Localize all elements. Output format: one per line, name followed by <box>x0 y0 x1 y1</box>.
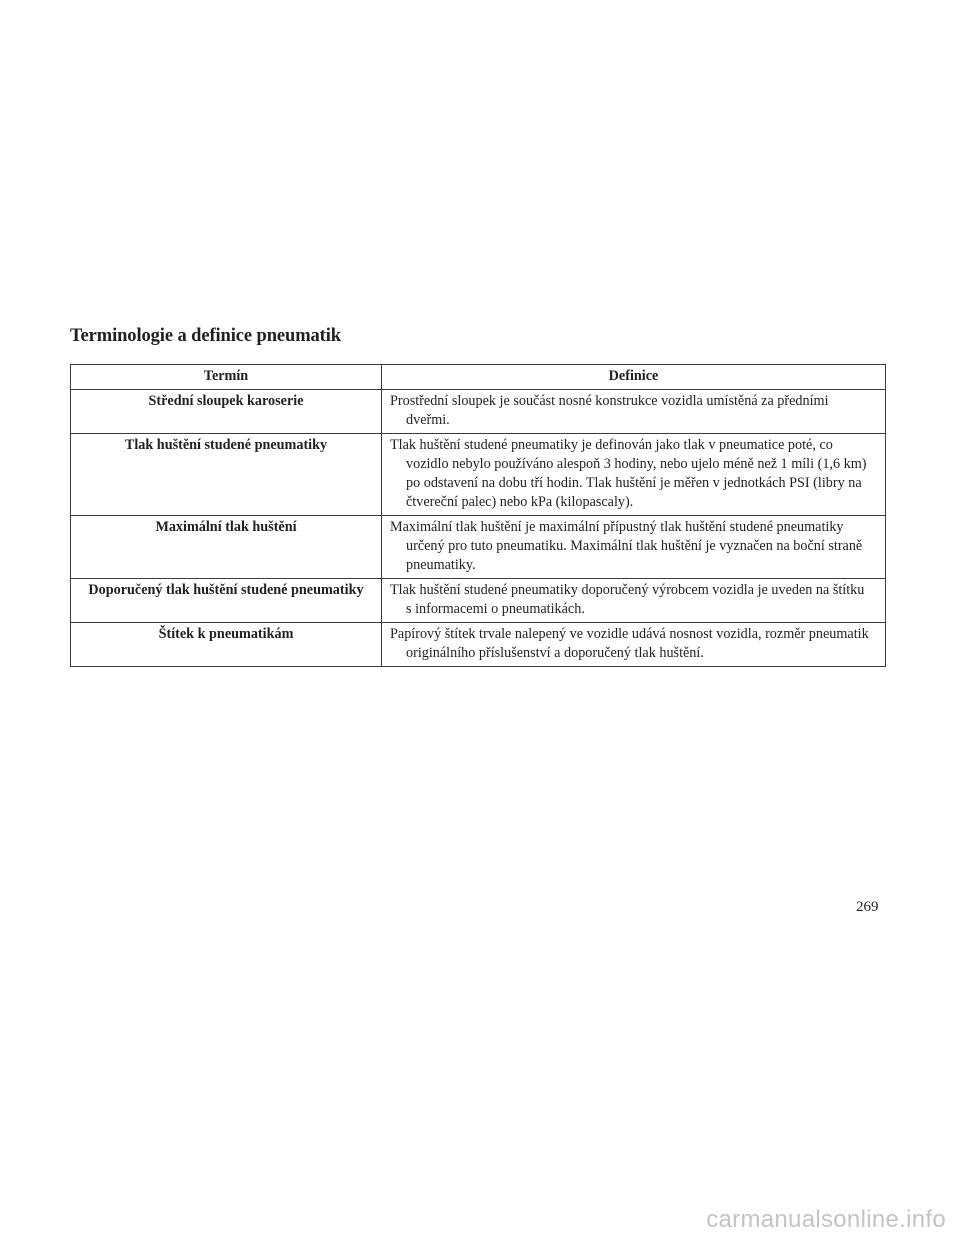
definition-text: Tlak huštění studené pneumatiky doporučený výrobcem vozidla je uveden na štítku s informacemi o pneumatikách. <box>390 582 865 617</box>
term-cell: Maximální tlak huštění <box>71 516 382 579</box>
definition-text: Papírový štítek trvale nalepený ve vozidle udává nosnost vozidla, rozměr pneumatik originálního příslušenství a doporučený tlak huštění. <box>390 626 869 661</box>
definition-cell <box>382 516 886 579</box>
definition-text: Maximální tlak huštění je maximální přípustný tlak huštění studené pneumatiky určený pro tuto pneumatiku. Maximální tlak huštění je vyznačen na boční straně pneumatiky. <box>390 519 863 573</box>
definition-text: Tlak huštění studené pneumatiky je definován jako tlak v pneumatice poté, co vozidlo nebylo používáno alespoň 3 hodiny, nebo ujelo méně než 1 míli (1,6 km) po odstavení na dobu tří hodin. Tlak huštění je měřen v jednotkách PSI (libry na čtvereční palec) nebo kPa (kilopascaly). <box>390 437 867 510</box>
table-row <box>71 390 886 434</box>
definition-cell <box>382 623 886 667</box>
terms-table <box>70 364 886 667</box>
definition-cell <box>382 579 886 623</box>
page-number: 269 <box>856 899 879 915</box>
table-row <box>71 579 886 623</box>
term-cell: Tlak huštění studené pneumatiky <box>71 434 382 516</box>
table-row <box>71 623 886 667</box>
watermark: carmanualsonline.info <box>706 1206 946 1233</box>
table-header-row <box>71 365 886 390</box>
page-title: Terminologie a definice pneumatik <box>70 326 341 346</box>
term-cell: Doporučený tlak huštění studené pneumatiky <box>71 579 382 623</box>
definition-cell <box>382 390 886 434</box>
table-row <box>71 516 886 579</box>
table-row <box>71 434 886 516</box>
term-cell: Štítek k pneumatikám <box>71 623 382 667</box>
term-cell: Střední sloupek karoserie <box>71 390 382 434</box>
definition-cell <box>382 434 886 516</box>
column-header-term: Termín <box>71 365 382 390</box>
definition-text: Prostřední sloupek je součást nosné konstrukce vozidla umístěná za předními dveřmi. <box>390 393 829 428</box>
column-header-definition: Definice <box>382 365 886 390</box>
